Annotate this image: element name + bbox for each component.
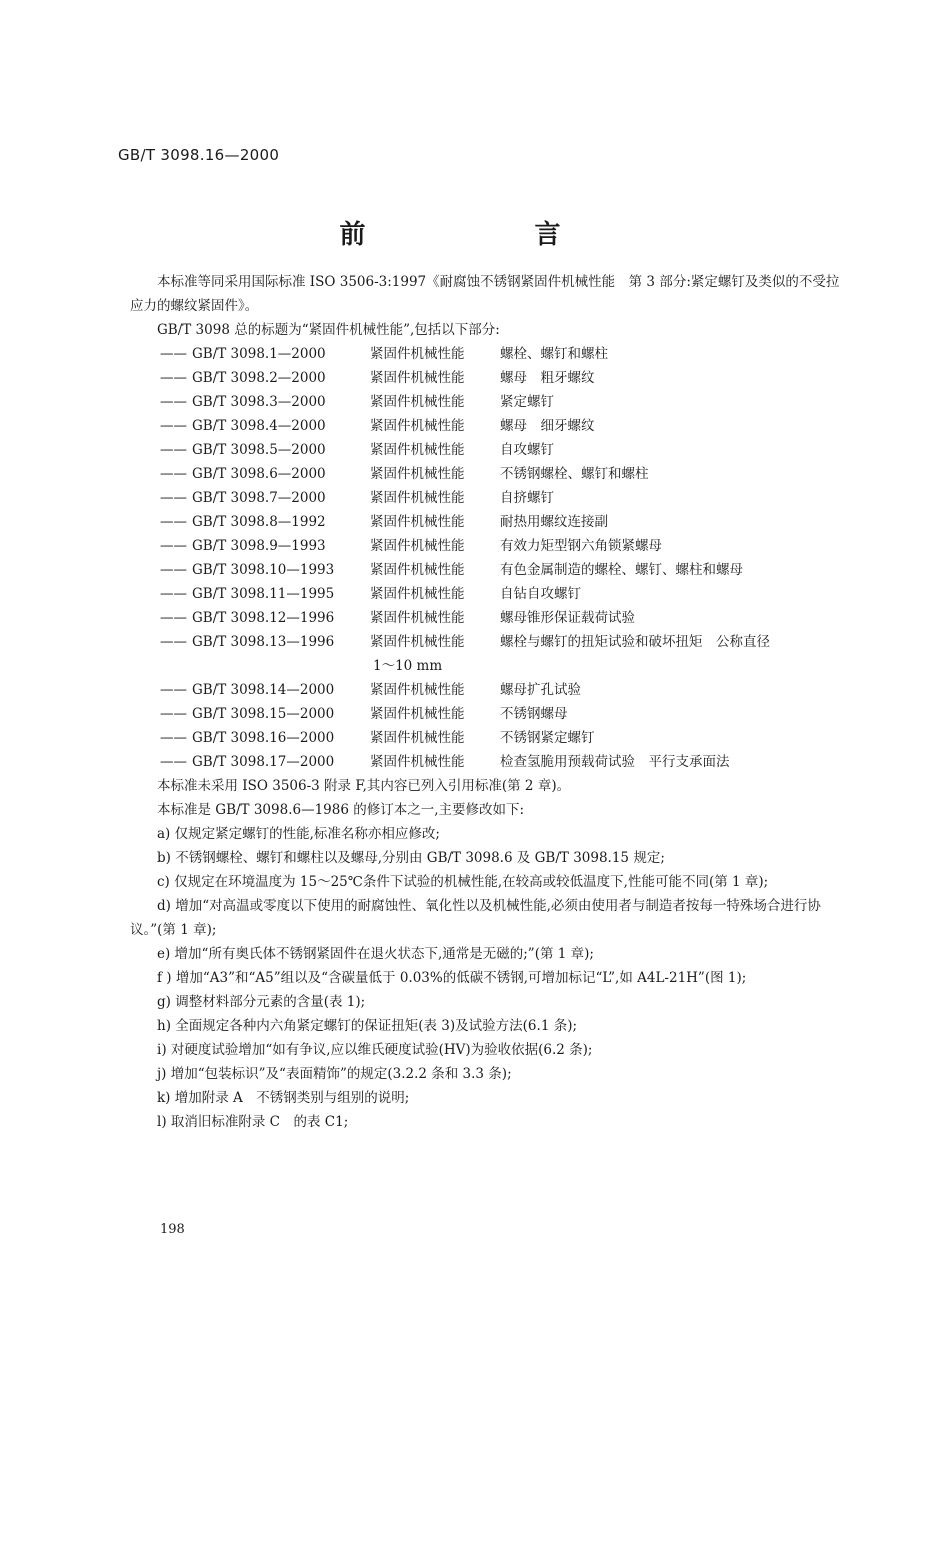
list-dash: ——	[160, 754, 187, 770]
part-subtitle: 紧定螺钉	[500, 394, 554, 410]
part-series-title: 紧固件机械性能	[370, 706, 465, 722]
part-list-item	[160, 606, 850, 630]
list-dash: ——	[160, 706, 187, 722]
change-item: i) 对硬度试验增加“如有争议,应以维氏硬度试验(HV)为验收依据(6.2 条);	[157, 1042, 593, 1058]
part-series-title: 紧固件机械性能	[370, 754, 465, 770]
part-standard-number: GB/T 3098.11—1995	[192, 586, 335, 602]
part-series-title: 紧固件机械性能	[370, 682, 465, 698]
part-series-title: 紧固件机械性能	[370, 442, 465, 458]
change-item: g) 调整材料部分元素的含量(表 1);	[157, 994, 366, 1010]
list-dash: ——	[160, 442, 187, 458]
list-dash: ——	[160, 562, 187, 578]
part-series-title: 紧固件机械性能	[370, 346, 465, 362]
part-standard-number: GB/T 3098.13—1996	[192, 634, 335, 650]
part-subtitle: 耐热用螺纹连接副	[500, 514, 608, 530]
part-subtitle: 不锈钢螺母	[500, 706, 568, 722]
part-list-item	[160, 342, 850, 366]
parts-list	[130, 342, 850, 774]
list-dash: ——	[160, 538, 187, 554]
part-subtitle: 自攻螺钉	[500, 442, 554, 458]
part-subtitle: 螺母 细牙螺纹	[500, 418, 595, 434]
part-subtitle: 螺母 粗牙螺纹	[500, 370, 595, 386]
list-dash: ——	[160, 394, 187, 410]
part-series-title: 紧固件机械性能	[370, 634, 465, 650]
change-item: f ) 增加“A3”和“A5”组以及“含碳量低于 0.03%的低碳不锈钢,可增加标记“L”,如 A4L-21H”(图 1);	[157, 970, 747, 986]
part-standard-number: GB/T 3098.12—1996	[192, 610, 335, 626]
list-dash: ——	[160, 610, 187, 626]
list-dash: ——	[160, 490, 187, 506]
part-subtitle: 螺栓与螺钉的扭矩试验和破坏扭矩 公称直径	[500, 634, 770, 650]
part-series-title: 紧固件机械性能	[370, 394, 465, 410]
part-list-item	[160, 462, 850, 486]
intro-paragraph: 本标准等同采用国际标准 ISO 3506-3:1997《耐腐蚀不锈钢紧固件机械性能 第 3 部分:紧定螺钉及类似的不受拉应力的螺纹紧固件》。	[130, 274, 840, 314]
part-standard-number: GB/T 3098.6—2000	[192, 466, 326, 482]
part-list-item	[160, 390, 850, 414]
part-series-title: 紧固件机械性能	[370, 538, 465, 554]
change-item: l) 取消旧标准附录 C 的表 C1;	[157, 1114, 349, 1130]
part-series-title: 紧固件机械性能	[370, 514, 465, 530]
part-list-item	[160, 438, 850, 462]
page-number: 198	[160, 1222, 185, 1237]
foreword-body	[130, 270, 850, 1134]
part-list-item	[160, 750, 850, 774]
part-standard-number: GB/T 3098.3—2000	[192, 394, 326, 410]
part-list-item	[160, 702, 850, 726]
list-dash: ——	[160, 586, 187, 602]
change-item: e) 增加“所有奥氏体不锈钢紧固件在退火状态下,通常是无磁的;”(第 1 章);	[157, 946, 594, 962]
part-standard-number: GB/T 3098.10—1993	[192, 562, 335, 578]
change-item: a) 仅规定紧定螺钉的性能,标准名称亦相应修改;	[157, 826, 440, 842]
part-subtitle-continuation: 1～10 mm	[373, 658, 443, 674]
revision-intro: 本标准是 GB/T 3098.6—1986 的修订本之一,主要修改如下:	[157, 802, 525, 818]
part-series-title: 紧固件机械性能	[370, 466, 465, 482]
list-dash: ——	[160, 730, 187, 746]
parts-intro: GB/T 3098 总的标题为“紧固件机械性能”,包括以下部分:	[157, 322, 500, 338]
part-series-title: 紧固件机械性能	[370, 610, 465, 626]
part-list-item	[160, 678, 850, 702]
part-list-item	[160, 630, 850, 654]
part-series-title: 紧固件机械性能	[370, 370, 465, 386]
list-dash: ——	[160, 418, 187, 434]
list-dash: ——	[160, 514, 187, 530]
change-item: d) 增加“对高温或零度以下使用的耐腐蚀性、氧化性以及机械性能,必须由使用者与制造者按每一特殊场合进行协议。”(第 1 章);	[130, 898, 821, 938]
list-dash: ——	[160, 466, 187, 482]
list-dash: ——	[160, 682, 187, 698]
change-item: j) 增加“包装标识”及“表面精饰”的规定(3.2.2 条和 3.3 条);	[157, 1066, 512, 1082]
part-standard-number: GB/T 3098.4—2000	[192, 418, 326, 434]
change-item: c) 仅规定在环境温度为 15～25℃条件下试验的机械性能,在较高或较低温度下,性能可能不同(第 1 章);	[157, 874, 769, 890]
changes-list	[130, 822, 850, 1134]
part-series-title: 紧固件机械性能	[370, 730, 465, 746]
change-item: b) 不锈钢螺栓、螺钉和螺柱以及螺母,分别由 GB/T 3098.6 及 GB/T 3098.15 规定;	[157, 850, 665, 866]
part-standard-number: GB/T 3098.5—2000	[192, 442, 326, 458]
document-code-header: GB/T 3098.16—2000	[118, 146, 280, 164]
part-standard-number: GB/T 3098.7—2000	[192, 490, 326, 506]
part-subtitle: 自挤螺钉	[500, 490, 554, 506]
list-dash: ——	[160, 346, 187, 362]
part-list-item	[160, 558, 850, 582]
list-dash: ——	[160, 634, 187, 650]
part-subtitle: 螺栓、螺钉和螺柱	[500, 346, 608, 362]
annex-note: 本标准未采用 ISO 3506-3 附录 F,其内容已列入引用标准(第 2 章)。	[157, 778, 571, 794]
part-standard-number: GB/T 3098.15—2000	[192, 706, 335, 722]
part-list-item	[160, 534, 850, 558]
part-list-item	[160, 366, 850, 390]
part-standard-number: GB/T 3098.9—1993	[192, 538, 326, 554]
part-standard-number: GB/T 3098.2—2000	[192, 370, 326, 386]
part-list-item	[160, 486, 850, 510]
part-subtitle: 有效力矩型钢六角锁紧螺母	[500, 538, 662, 554]
change-item: k) 增加附录 A 不锈钢类别与组别的说明;	[157, 1090, 410, 1106]
part-series-title: 紧固件机械性能	[370, 562, 465, 578]
part-list-item	[160, 510, 850, 534]
part-series-title: 紧固件机械性能	[370, 586, 465, 602]
part-list-item	[160, 582, 850, 606]
part-list-item	[160, 726, 850, 750]
part-standard-number: GB/T 3098.16—2000	[192, 730, 335, 746]
part-standard-number: GB/T 3098.14—2000	[192, 682, 335, 698]
list-dash: ——	[160, 370, 187, 386]
part-standard-number: GB/T 3098.1—2000	[192, 346, 326, 362]
part-list-item	[160, 414, 850, 438]
part-standard-number: GB/T 3098.8—1992	[192, 514, 326, 530]
part-subtitle: 螺母扩孔试验	[500, 682, 581, 698]
part-subtitle: 有色金属制造的螺栓、螺钉、螺柱和螺母	[500, 562, 743, 578]
part-subtitle: 检查氢脆用预载荷试验 平行支承面法	[500, 754, 730, 770]
part-standard-number: GB/T 3098.17—2000	[192, 754, 335, 770]
part-subtitle: 自钻自攻螺钉	[500, 586, 581, 602]
part-subtitle: 不锈钢螺栓、螺钉和螺柱	[500, 466, 649, 482]
part-series-title: 紧固件机械性能	[370, 490, 465, 506]
part-subtitle: 不锈钢紧定螺钉	[500, 730, 595, 746]
part-subtitle: 螺母锥形保证载荷试验	[500, 610, 635, 626]
page-title: 前 言	[339, 220, 611, 250]
part-series-title: 紧固件机械性能	[370, 418, 465, 434]
change-item: h) 全面规定各种内六角紧定螺钉的保证扭矩(表 3)及试验方法(6.1 条);	[157, 1018, 578, 1034]
